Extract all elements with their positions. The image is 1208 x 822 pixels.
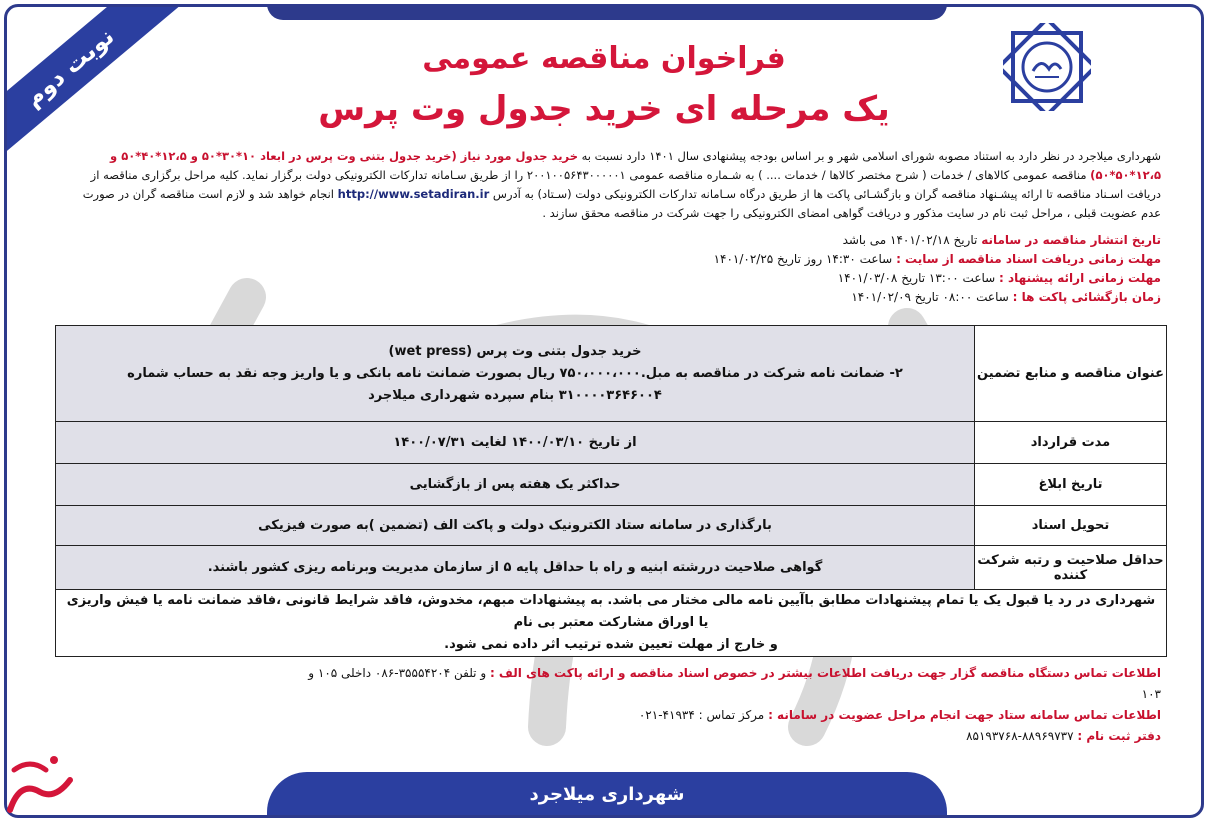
municipality-logo-icon	[1003, 23, 1091, 111]
publisher-logo-icon	[0, 740, 80, 822]
title-line-1: فراخوان مناقصه عمومی	[422, 41, 786, 76]
tender-details-table	[55, 325, 1167, 657]
row-label: عنوان مناقصه و منابع تضمین	[975, 326, 1167, 422]
table-row	[56, 464, 1167, 506]
table-row	[56, 546, 1167, 590]
intro-paragraph	[77, 147, 1161, 223]
deadline-item: تاریخ انتشار مناقصه در سامانه تاریخ ۱۴۰۱/۰۲/۱۸ می باشد	[842, 233, 1161, 247]
contact-item: اطلاعات تماس دستگاه مناقصه گزار جهت دریافت اطلاعات بیشتر در خصوص اسناد مناقصه و ارائه پاکت های الف : و تلفن ۳۵۵۵۴۲۰۴-۰۸۶ داخلی ۱۰۵ و ۱۰۳	[308, 666, 1161, 701]
deadline-item: زمان بازگشائی پاکت ها : ساعت ۰۸:۰۰ تاریخ ۱۴۰۱/۰۲/۰۹	[851, 290, 1161, 304]
row-label: مدت قرارداد	[975, 422, 1167, 464]
row-value: از تاریخ ۱۴۰۰/۰۳/۱۰ لغایت ۱۴۰۰/۰۷/۳۱	[56, 422, 975, 464]
table-row	[56, 326, 1167, 422]
row-value	[56, 326, 975, 422]
deadline-item: مهلت زمانی دریافت اسناد مناقصه از سایت : ساعت ۱۴:۳۰ روز تاریخ ۱۴۰۱/۰۲/۲۵	[713, 252, 1161, 266]
row-label: تاریخ ابلاغ	[975, 464, 1167, 506]
table-note	[56, 590, 1167, 657]
row-value-line: ۳۱۰۰۰۰۳۶۴۶۰۰۴ بنام سپرده شهرداری میلاجرد	[368, 387, 662, 403]
intro-text-c: انجام خواهد شد و لازم است مناقصه گران در صورت عدم عضویت قبلی ، مراحل ثبت نام در سایت مذکور و دریافت گواهی امضای الکترونیکی را جهت شرکت در مناقصه محقق سازند .	[82, 187, 1161, 220]
row-label: حداقل صلاحیت و رتبه شرکت کننده	[975, 546, 1167, 590]
intro-item-highlight: خرید جدول مورد نیاز (خرید جدول بتنی وت پرس در ابعاد ۱۰*۳۰*۵۰ و ۱۲،۵*۴۰*۵۰ و ۱۲،۵*۵۰*۵۰)	[110, 149, 1161, 182]
contact-info	[307, 663, 1161, 747]
row-value: حداکثر یک هفته پس از بازگشایی	[56, 464, 975, 506]
row-value-line: خرید جدول بتنی وت پرس (wet press)	[388, 343, 642, 359]
row-value: گواهی صلاحیت دررشته ابنیه و راه با حداقل پایه ۵ از سازمان مدیریت وبرنامه ریزی کشور باشند.	[56, 546, 975, 590]
footer-organization: شهرداری میلاجرد	[267, 772, 947, 818]
row-value-line: ۲- ضمانت نامه شرکت در مناقصه به مبل.۷۵۰،۰۰۰،۰۰۰ ریال بصورت ضمانت نامه بانکی و یا واریز وجه نقد به حساب شماره	[127, 365, 903, 381]
row-label: تحویل اسناد	[975, 506, 1167, 546]
intro-text-a: شهرداری میلاجرد در نظر دارد به استناد مصوبه شورای اسلامی شهر و بر اساس بودجه پیشنهادی سال ۱۴۰۱ دارد نسبت به	[581, 149, 1161, 163]
row-value: بارگذاری در سامانه ستاد الکترونیک دولت و پاکت الف (تضمین )به صورت فیزیکی	[56, 506, 975, 546]
title-line-2: یک مرحله ای خرید جدول وت پرس	[318, 89, 890, 129]
contact-item: دفتر ثبت نام : ۸۸۹۶۹۷۳۷-۸۵۱۹۳۷۶۸	[966, 729, 1161, 743]
setad-url-link[interactable]: http://www.setadiran.ir	[337, 187, 490, 201]
deadlines-list	[561, 231, 1161, 307]
notice-frame	[4, 4, 1204, 818]
top-notch	[267, 4, 947, 20]
table-note-line: و خارج از مهلت تعیین شده ترتیب اثر داده نمی شود.	[444, 637, 778, 652]
table-note-row	[56, 590, 1167, 657]
table-row	[56, 422, 1167, 464]
deadline-item: مهلت زمانی ارائه پیشنهاد : ساعت ۱۳:۰۰ تاریخ ۱۴۰۱/۰۳/۰۸	[837, 271, 1161, 285]
table-note-line: شهرداری در رد یا قبول یک یا تمام پیشنهادات مطابق باآیین نامه مالی مختار می باشد. به پیشنهادات مبهم، مخدوش، فاقد شرایط قانونی ،فاقد ضمانت نامه یا فیش واریزی یا اوراق مشارکت معتبر بی نام	[66, 593, 1156, 630]
table-row	[56, 506, 1167, 546]
round-ribbon: نوبت دوم	[4, 4, 181, 166]
contact-item: اطلاعات تماس سامانه ستاد جهت انجام مراحل عضویت در سامانه : مرکز تماس : ۴۱۹۳۴-۰۲۱	[638, 708, 1161, 722]
intro-text-b: مناقصه عمومی کالاهای / خدمات ( شرح مختصر کالاها / خدمات .... ) به شـماره مناقصه عمومی ۲۰۰۱۰۰۵۶۴۳۰۰۰۰۰۱ را از طریق سـامانه تدارکات الکترونیکی دولت برگزار نماید. کلیه مراحل برگزاری مناقصه از دریافت اسـناد مناقصه تا ارائه پیشـنهاد مناقصه گران و بازگشـائی پاکت ها از طریق درگاه سـامانه تدارکات الکترونیکی دولت (سـتاد) به آدرس	[90, 168, 1161, 201]
